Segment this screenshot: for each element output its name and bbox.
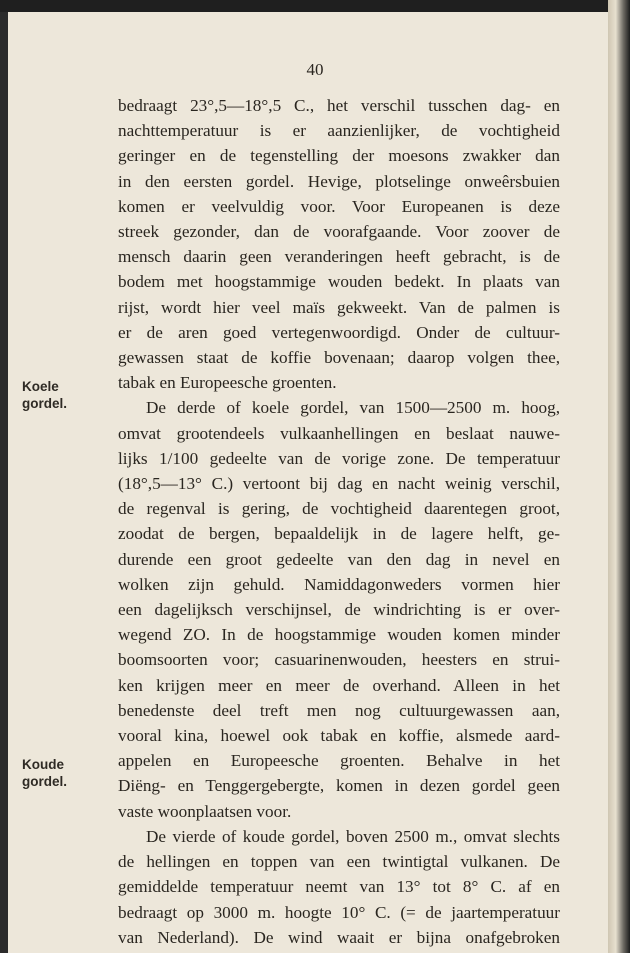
text-line: bedraagt op 3000 m. hoogte 10° C. (= de jaartemperatuur xyxy=(118,902,560,922)
text-line: (18°,5—13° C.) vertoont bij dag en nacht weinig verschil, xyxy=(118,474,560,494)
margin-note-line: gordel. xyxy=(22,774,68,789)
margin-note-line: Koele xyxy=(22,379,59,394)
text-line: er de aren goed vertegenwoordigd. Onder de cultuur- xyxy=(118,322,560,342)
text-line: zoodat de bergen, bepaaldelijk in de lagere helft, ge- xyxy=(118,524,560,544)
text-line: ken krijgen meer en meer de overhand. Alleen in het xyxy=(118,675,560,695)
text-line: de hellingen en toppen van een twintigtal vulkanen. De xyxy=(118,852,560,872)
book-spine-edge xyxy=(608,0,630,953)
text-line: in den eersten gordel. Hevige, plotselinge onweêrsbuien xyxy=(118,171,560,191)
paragraph-start-line: De vierde of koude gordel, boven 2500 m., omvat slechts xyxy=(146,826,560,846)
text-line: Diëng- en Tenggergebergte, komen in dezen gordel geen xyxy=(118,776,560,796)
margin-note-koele-gordel xyxy=(22,378,102,412)
text-line: gewassen staat de koffie bovenaan; daarop volgen thee, xyxy=(118,348,560,368)
text-line: lijks 1/100 gedeelte van de vorige zone. De temperatuur xyxy=(118,448,560,468)
text-line: de regenval is gering, de vochtigheid daarentegen groot, xyxy=(118,499,560,519)
text-line: nachttemperatuur is er aanzienlijker, de vochtigheid xyxy=(118,121,560,141)
text-line: bodem met hoogstammige wouden bedekt. In plaats van xyxy=(118,272,560,292)
text-line: benedenste deel treft men nog cultuurgewassen aan, xyxy=(118,700,560,720)
paragraph-start-line: De derde of koele gordel, van 1500—2500 m. hoog, xyxy=(146,398,560,418)
text-line: wolken zijn gehuld. Namiddagonweders vormen hier xyxy=(118,574,560,594)
text-line: vaste woonplaatsen voor. xyxy=(118,801,292,821)
text-line: mensch daarin geen veranderingen heeft gebracht, is de xyxy=(118,247,560,267)
text-line: appelen en Europeesche groenten. Behalve in het xyxy=(118,751,560,771)
text-line: komen er veelvuldig voor. Voor Europeanen is deze xyxy=(118,196,560,216)
text-line: boomsoorten voor; casuarinenwouden, heesters en strui- xyxy=(118,650,560,670)
text-line: gemiddelde temperatuur neemt van 13° tot 8° C. af en xyxy=(118,877,560,897)
text-line: durende een groot gedeelte van den dag in nevel en xyxy=(118,549,560,569)
page-body-text xyxy=(118,93,560,950)
text-line: wegend ZO. In de hoogstammige wouden komen minder xyxy=(118,625,560,645)
text-line: een dagelijksch verschijnsel, de windrichting is er over- xyxy=(118,600,560,620)
text-line: tabak en Europeesche groenten. xyxy=(118,373,337,393)
page-number: 40 xyxy=(306,60,324,79)
text-line: bedraagt 23°,5—18°,5 C., het verschil tusschen dag- en xyxy=(118,96,560,115)
text-line: omvat grootendeels vulkaanhellingen en beslaat nauwe- xyxy=(118,423,560,443)
scan-top-border xyxy=(0,0,630,12)
text-line: geringer en de tegenstelling der moesons zwakker dan xyxy=(118,146,560,166)
margin-note-line: Koude xyxy=(22,757,64,772)
text-line: vooral kina, hoewel ook tabak en koffie, alsmede aard- xyxy=(118,726,560,746)
text-line: van Nederland). De wind waait er bijna onafgebroken xyxy=(118,927,560,947)
text-line: rijst, wordt hier veel maïs gekweekt. Van de palmen is xyxy=(118,297,560,317)
margin-note-koude-gordel xyxy=(22,756,102,790)
margin-note-line: gordel. xyxy=(22,396,68,411)
text-line: streek gezonder, dan de voorafgaande. Voor zoover de xyxy=(118,222,560,242)
